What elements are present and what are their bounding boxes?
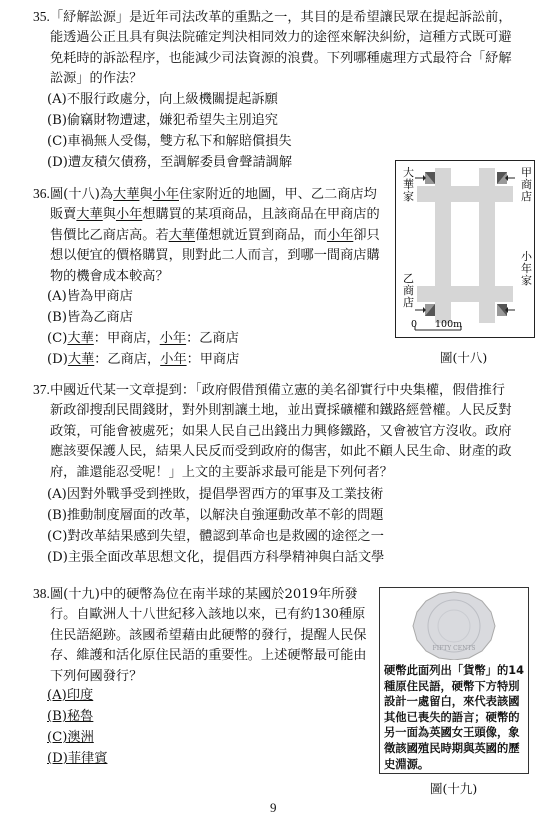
label-shop-jia: 甲商店 (521, 166, 532, 203)
q36-stem-name-xiaonian-3: 小年 (326, 227, 354, 243)
label-xiaonian-home: 小年家 (521, 250, 532, 287)
q36-option-c (47, 329, 239, 349)
q36-stem-name-dahua-3: 大華 (168, 227, 196, 243)
q36-option-c-ans2: ：乙商店 (186, 331, 239, 346)
q36-option-a: (A)皆為甲商店 (47, 289, 133, 304)
road-top (417, 186, 513, 202)
road-bottom (417, 286, 513, 302)
scale-zero: 0 (411, 319, 418, 330)
q38-stem: 圖(十九)中的硬幣為位在南半球的某國於2019年所發行。自歐洲人十八世紀移入該地以來，已有約130種原住民語絕跡。該國希望藉由此硬幣的發行，提醒人民保存、維護和活化原住民語的重要性。上述硬幣最可能由下列何國發行？ (50, 587, 367, 684)
q36-stem (50, 185, 388, 287)
q38-option-b: (B)秘魯 (47, 709, 94, 724)
coin-face-text: FIFTY CENTS (432, 645, 476, 652)
q36-stem-name-xiaonian: 小年 (152, 187, 179, 202)
q36-option-d-prefix: (D) (47, 352, 68, 367)
road-left (435, 168, 451, 323)
q36-option-d-name1: 大華 (67, 352, 95, 367)
q37-stem: 中國近代某一文章提到：「政府假借預備立憲的美名卻實行中央集權，假借推行新政卻搜刮民間錢財，對外則割讓土地，並出賣採礦權和鐵路經營權。人民反對政策，可能會被處死；如果人民自己出錢出力興修鐵路，又會被官方沒收。政府應該要保護人民，結果人民反而受到政府的傷害，如此不顧人民生命、財產的政府，誰還能忍受呢！」上文的主要訴求最可能是下列何者？ (50, 383, 512, 480)
q36-option-c-prefix: (C) (47, 331, 68, 346)
q36-stem-name-dahua-2: 大華 (76, 207, 103, 223)
q36-option-d-ans1: ：乙商店， (94, 352, 161, 367)
q38-option-d: (D)菲律賓 (47, 751, 108, 766)
coin-figure-19 (379, 587, 529, 774)
label-dahua-home: 大華家 (403, 166, 414, 203)
q36-option-d-name2: 小年 (160, 352, 187, 367)
q36-stem-t12: 卻只想以便宜的價格購買，則對此二人而言，到哪一間商店購物的機會成本較高？ (50, 227, 380, 284)
q35-stem: 「紓解訟源」是近年司法改革的重點之一，其目的是希望讓民眾在提起訴訟前，能透過公正且具有與法院確定判決相同效力的途徑來解決糾紛，這種方式既可避免耗時的訴訟程序，也能減少司法資源的浪費。下列哪種處理方式最符合「紓解訟源」的作法？ (50, 10, 512, 87)
q37-number: 37. (33, 382, 50, 397)
q35-option-a: (A)不服行政處分，向上級機關提起訴願 (47, 92, 278, 107)
label-shop-yi: 乙商店 (403, 272, 414, 309)
q36-stem-name-dahua: 大華 (113, 187, 140, 202)
q36-option-c-ans1: ：甲商店， (93, 331, 160, 346)
q35-number: 35. (33, 9, 50, 24)
q36-stem-t0: 圖(十八)為 (50, 187, 114, 202)
q37-option-c: (C)對改革結果感到失望，體認到革命也是救國的途徑之一 (47, 529, 384, 544)
figure-18-caption: 圖(十八) (440, 350, 488, 365)
map-figure-18 (395, 160, 535, 338)
q38-option-a: (A)印度 (47, 688, 94, 703)
page-number: 9 (270, 800, 277, 815)
q35-option-c: (C)車禍無人受傷，雙方私下和解賠償損失 (47, 134, 292, 149)
q37-option-b: (B)推動制度層面的改革，以解決自強運動改革不彰的問題 (47, 508, 384, 523)
q36-option-d (47, 350, 239, 370)
q36-stem-t2: 與 (139, 187, 153, 202)
scale-length: 100m (435, 319, 463, 330)
q37-option-d: (D)主張全面改革思想文化，提倡西方科學精神與白話文學 (47, 550, 385, 565)
q36-option-d-ans2: ：甲商店 (186, 352, 240, 367)
coin-image (409, 590, 499, 660)
q36-stem-t8: 想購買的某項商品，且該商品在甲商店的售價比乙商店高。若 (50, 207, 380, 243)
q36-option-c-name1: 大華 (67, 331, 94, 346)
q36-stem-t6: 與 (102, 207, 116, 223)
q35-option-b: (B)偷竊財物遭逮，嫌犯希望失主別追究 (47, 113, 278, 128)
q36-stem-t10: 僅想就近買到商品，而 (195, 227, 327, 243)
road-right (479, 168, 495, 323)
q36-stem-t4: 住家附近的地圖，甲、乙二商店均販賣 (50, 187, 377, 223)
q36-number: 36. (33, 186, 50, 201)
q35-option-d: (D)遭友積欠債務，至調解委員會聲請調解 (47, 155, 293, 170)
q38-option-c: (C)澳洲 (47, 730, 94, 745)
coin-note: 硬幣此面列出「貨幣」的14種原住民語，硬幣下方特別設計一處留白，來代表該國其他已喪失的語言；硬幣的另一面為英國女王頭像，象徵該國殖民時期與英國的歷史淵源。 (384, 664, 524, 771)
q37-option-a: (A)因對外戰爭受到挫敗，提倡學習西方的軍事及工業技術 (47, 487, 384, 502)
q36-option-b: (B)皆為乙商店 (47, 310, 133, 325)
q36-stem-name-xiaonian-2: 小年 (115, 207, 143, 223)
figure-19-caption: 圖(十九) (430, 781, 478, 796)
q36-option-c-name2: 小年 (159, 331, 187, 346)
q38-number: 38. (33, 586, 50, 601)
